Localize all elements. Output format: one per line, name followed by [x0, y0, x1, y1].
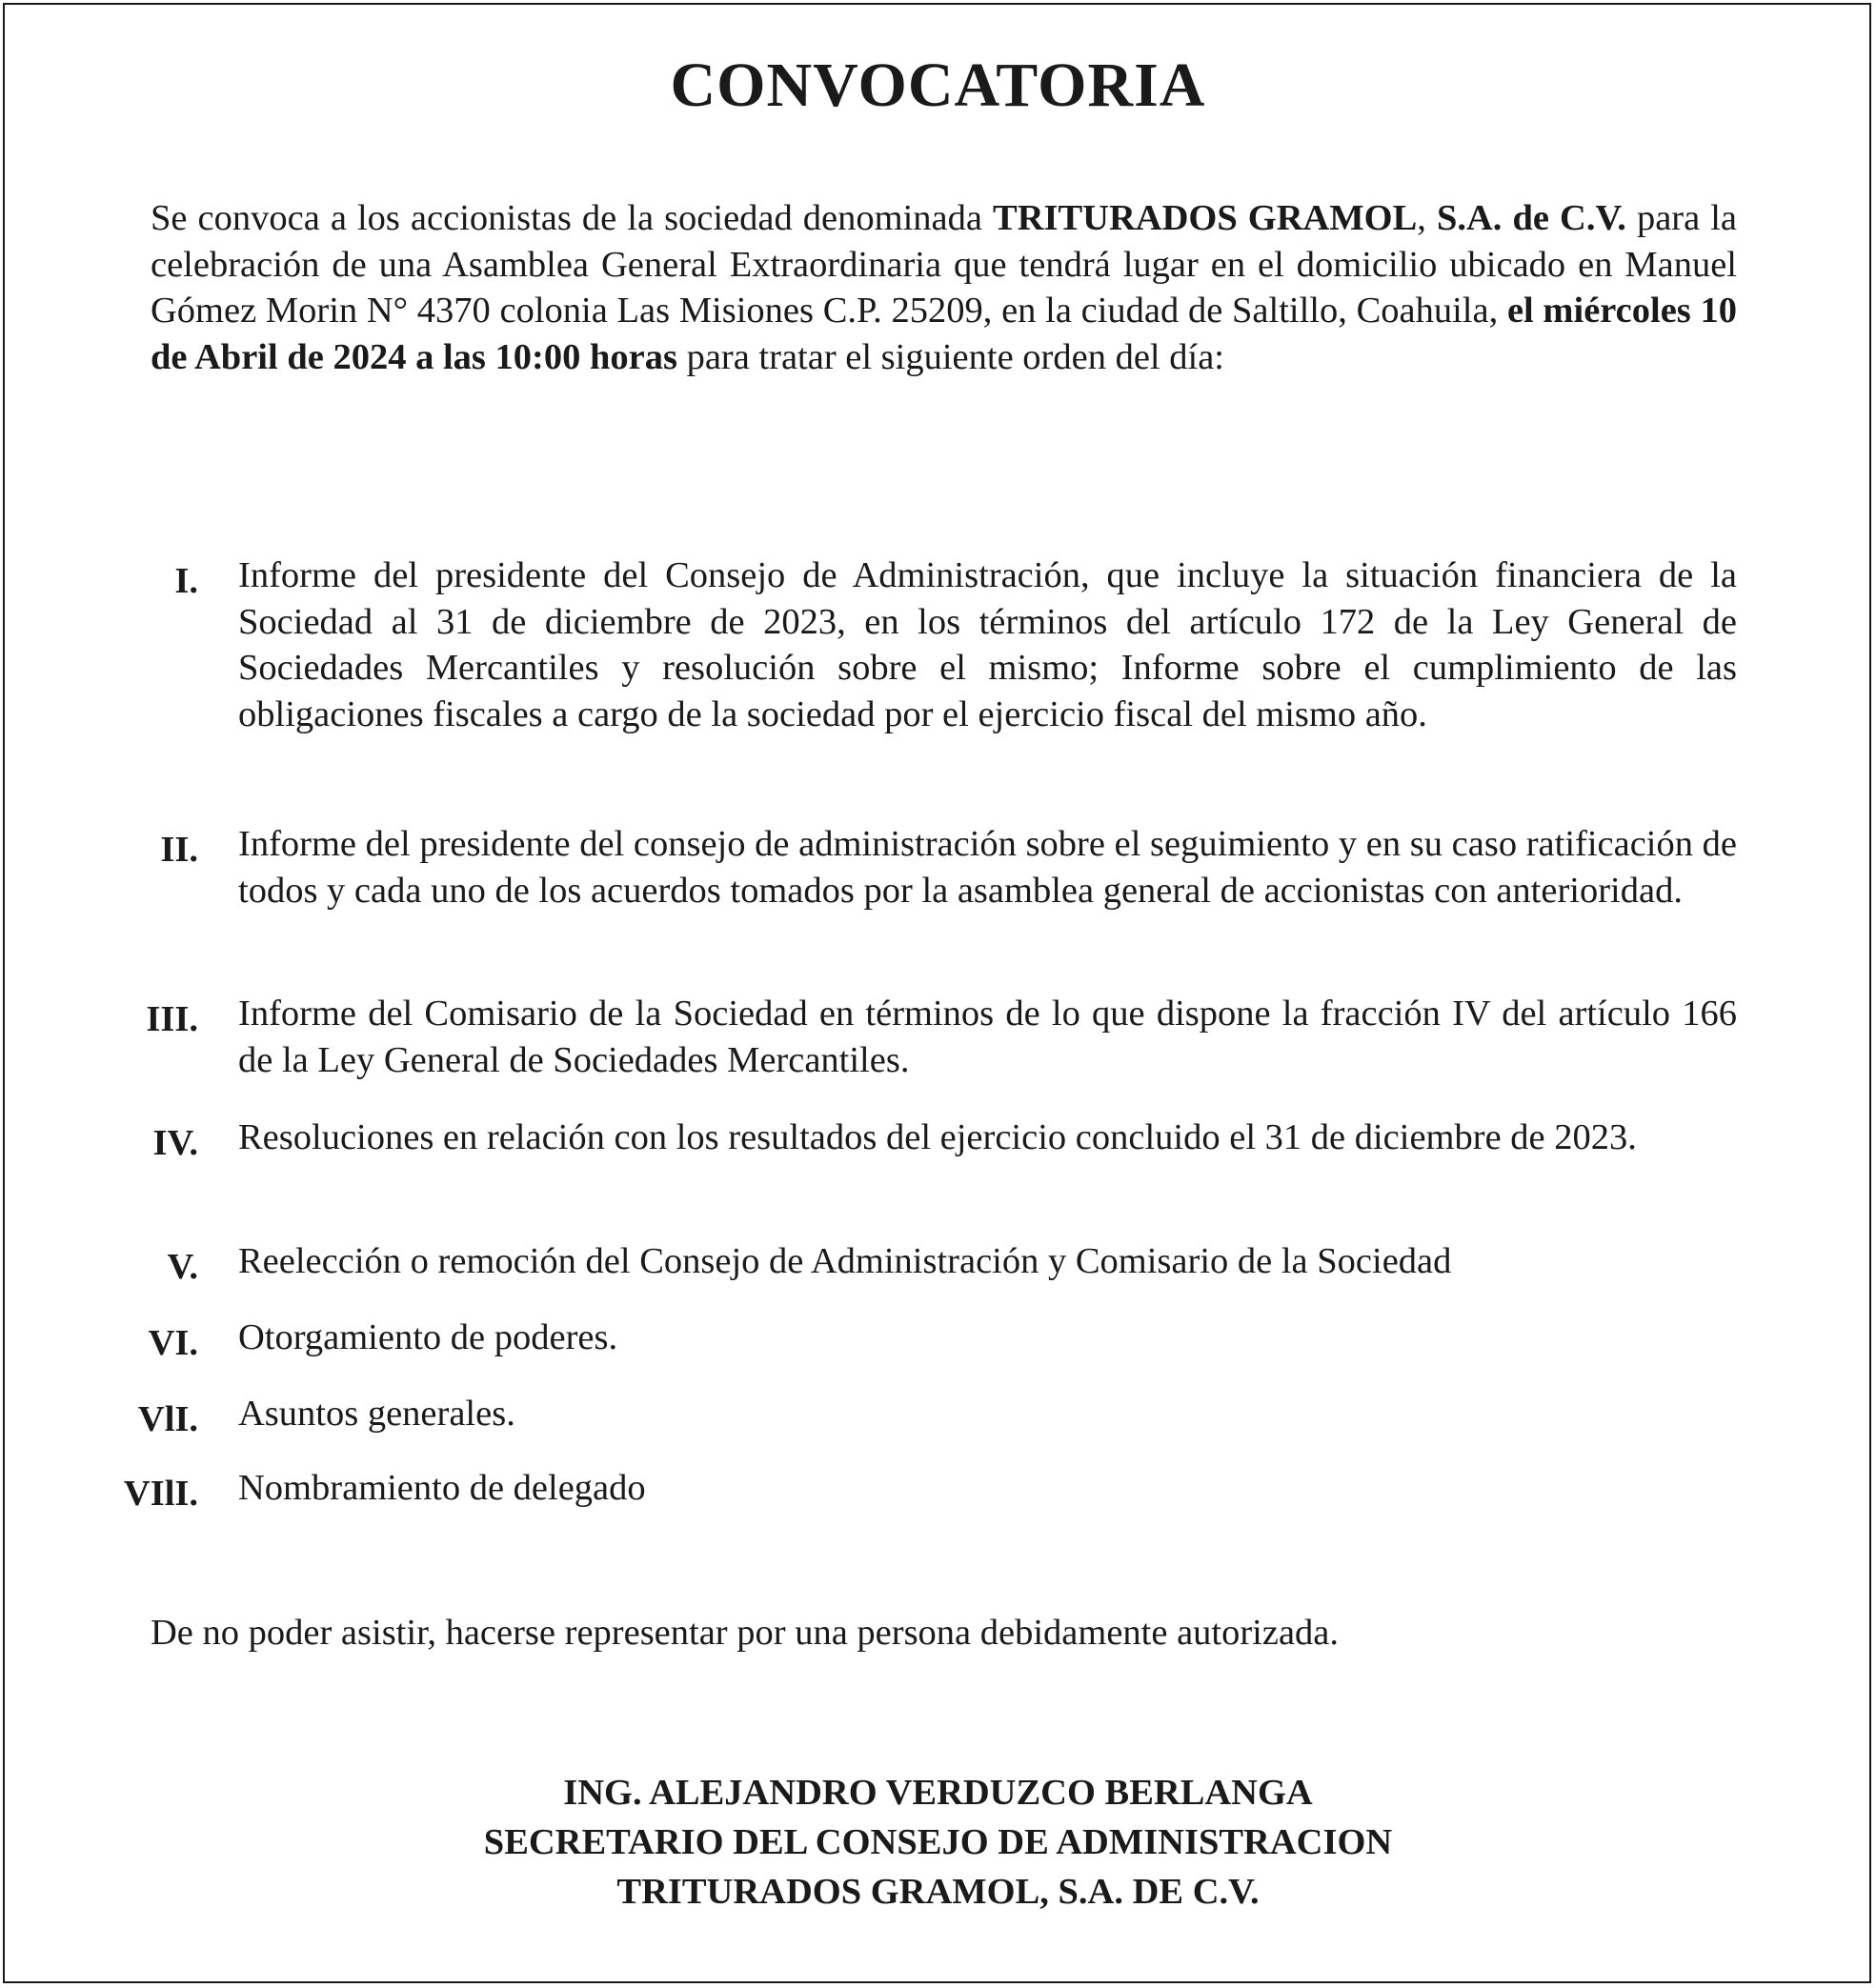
agenda-text: Asuntos generales.: [238, 1394, 515, 1434]
intro-text-4: para tratar el siguiente orden del día:: [676, 336, 1224, 377]
agenda-numeral: III.: [146, 999, 198, 1039]
company-type: S.A. de C.V.: [1436, 198, 1626, 238]
document-title: CONVOCATORIA: [670, 50, 1206, 120]
intro-text-1: Se convoca a los accionistas de la sociedad denominada: [151, 198, 994, 238]
agenda-numeral: VIlI.: [123, 1474, 198, 1514]
agenda-numeral: VI.: [148, 1323, 198, 1363]
intro-text-2: ,: [1417, 198, 1437, 238]
intro-paragraph: [151, 195, 1737, 380]
agenda-text: Resoluciones en relación con los resultados del ejercicio concluido el 31 de diciembre de 2023.: [238, 1117, 1637, 1157]
agenda-numeral: II.: [160, 830, 198, 870]
closing-paragraph: De no poder asistir, hacerse representar por una persona debidamente autorizada.: [151, 1613, 1340, 1653]
agenda-text: Informe del presidente del Consejo de Administración, que incluye la situación financiera de la Sociedad al 31 de diciembre de 2023, en los términos del artículo 172 de la Ley General de Sociedades Mercantiles y resolución sobre el mismo; Informe sobre el cumplimiento de las obligaciones fiscales a cargo de la sociedad por el ejercicio fiscal del mismo año.: [238, 555, 1737, 734]
signatory-name: ING. ALEJANDRO VERDUZCO BERLANGA: [563, 1773, 1313, 1813]
meeting-date-time: el miércoles 10 de Abril de 2024 a las 10:00 horas: [151, 291, 1738, 377]
intro-text-3: para la celebración de una Asamblea General Extraordinaria que tendrá lugar en el domicilio ubicado en Manuel Gómez Morin N° 4370 colonia Las Misiones C.P. 25209, en la ciudad de Saltillo, Coahuila,: [151, 198, 1738, 331]
agenda-text: Otorgamiento de poderes.: [238, 1317, 618, 1357]
agenda-text: Informe del Comisario de la Sociedad en términos de lo que dispone la fracción IV del artículo 166 de la Ley General de Sociedades Mercantiles.: [238, 994, 1737, 1080]
signature-block: [0, 1768, 1876, 1917]
signatory-company: TRITURADOS GRAMOL, S.A. DE C.V.: [616, 1872, 1260, 1912]
agenda-numeral: VlI.: [137, 1399, 198, 1439]
agenda-numeral: V.: [167, 1247, 198, 1287]
agenda-numeral: I.: [174, 561, 198, 601]
agenda-numeral: IV.: [152, 1123, 198, 1163]
signatory-position: SECRETARIO DEL CONSEJO DE ADMINISTRACION: [483, 1822, 1393, 1862]
agenda-text: Informe del presidente del consejo de administración sobre el seguimiento y en su caso ratificación de todos y cada uno de los acuerdos tomados por la asamblea general de accionistas con anterioridad.: [238, 824, 1737, 911]
agenda-text: Reelección o remoción del Consejo de Administración y Comisario de la Sociedad: [238, 1241, 1452, 1281]
agenda-text: Nombramiento de delegado: [238, 1468, 646, 1508]
company-name: TRITURADOS GRAMOL: [993, 198, 1418, 238]
